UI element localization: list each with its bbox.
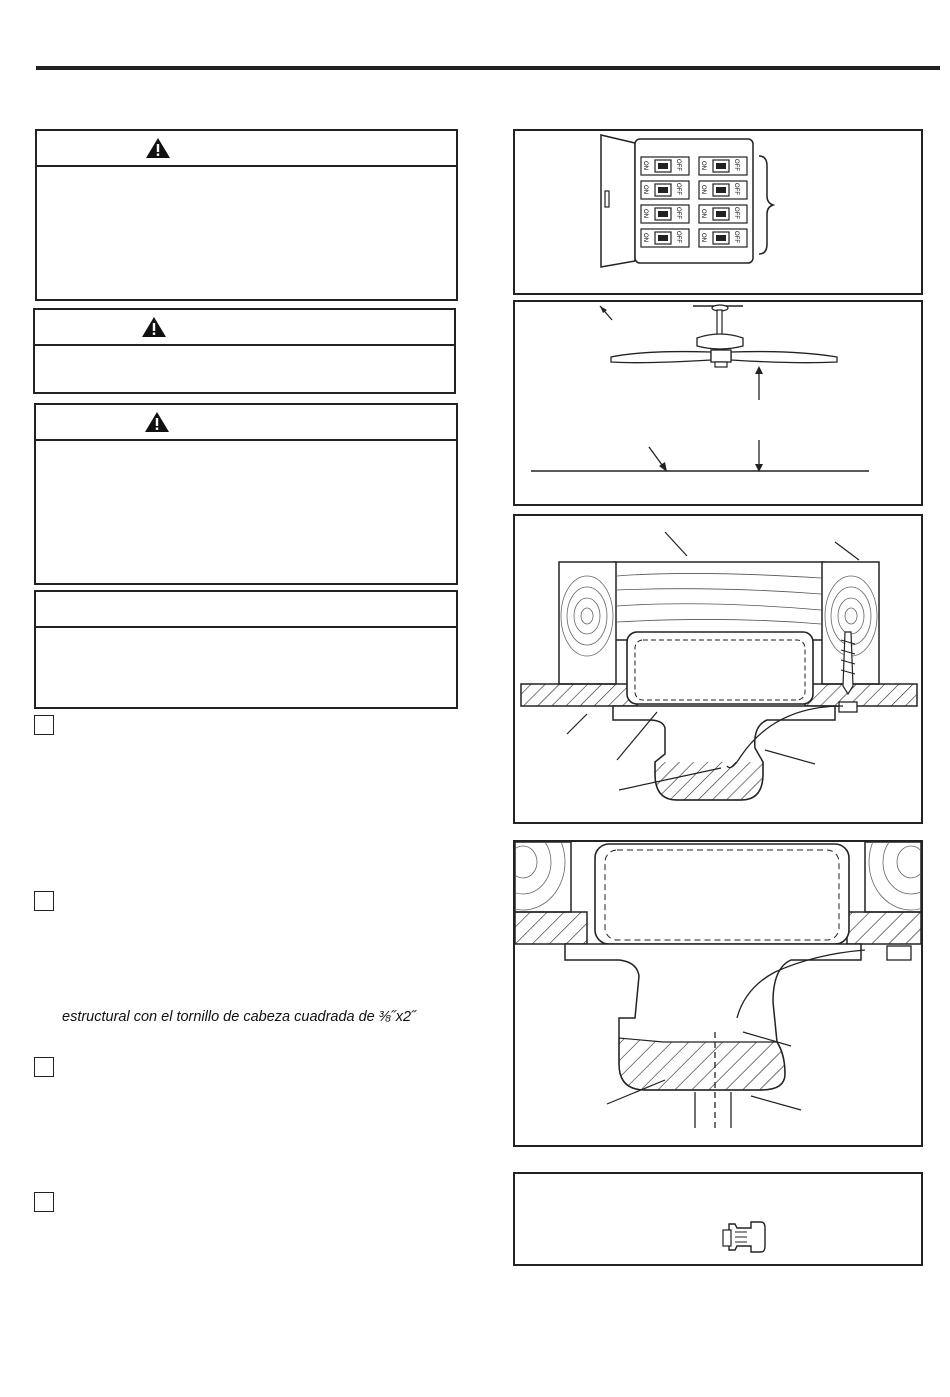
note-box-header: [36, 592, 456, 628]
breaker-off-label: OFF: [675, 207, 681, 219]
breaker-panel-drawing: [515, 131, 921, 293]
warning-triangle-icon: [144, 411, 170, 433]
breaker-switch: [641, 157, 689, 175]
step-checkbox-icon[interactable]: [34, 715, 54, 735]
breaker-switch: [699, 229, 747, 247]
warning-box-1-header: [37, 131, 456, 167]
warning-box-2-header: [35, 310, 454, 346]
breaker-off-label: OFF: [733, 207, 739, 219]
breaker-switch: [641, 181, 689, 199]
breaker-on-label: ON: [642, 161, 648, 170]
step-checkbox-icon[interactable]: [34, 1192, 54, 1212]
note-box: [34, 590, 458, 709]
breaker-on-label: ON: [642, 185, 648, 194]
breaker-switch: [699, 181, 747, 199]
breaker-on-label: ON: [642, 209, 648, 218]
fan-clearance-figure: [513, 300, 923, 506]
hardware-part-drawing: [515, 1174, 921, 1264]
breaker-off-label: OFF: [733, 231, 739, 243]
warning-box-1: [35, 129, 458, 301]
warning-triangle-icon: [145, 137, 171, 159]
breaker-on-label: ON: [700, 185, 706, 194]
breaker-on-label: ON: [700, 233, 706, 242]
warning-triangle-icon: [141, 316, 167, 338]
bracket-closeup-figure: [513, 840, 923, 1147]
breaker-off-label: OFF: [675, 159, 681, 171]
fan-clearance-drawing: [515, 302, 921, 504]
outlet-box-mounting-drawing: [515, 516, 921, 822]
warning-box-3-header: [36, 405, 456, 441]
breaker-off-label: OFF: [675, 183, 681, 195]
breaker-switch: [641, 229, 689, 247]
instruction-fragment: estructural con el tornillo de cabeza cuadrada de ⅜˝x2˝: [62, 1009, 416, 1025]
breaker-switch: [699, 157, 747, 175]
warning-box-2: [33, 308, 456, 394]
bracket-closeup-drawing: [515, 842, 921, 1145]
breaker-on-label: ON: [700, 161, 706, 170]
outlet-box-mounting-figure: [513, 514, 923, 824]
breaker-off-label: OFF: [733, 159, 739, 171]
warning-box-3: [34, 403, 458, 585]
breaker-switch: [699, 205, 747, 223]
breaker-off-label: OFF: [733, 183, 739, 195]
breaker-switch: [641, 205, 689, 223]
breaker-panel-figure: [513, 129, 923, 295]
breaker-off-label: OFF: [675, 231, 681, 243]
hardware-part-figure: [513, 1172, 923, 1266]
step-checkbox-icon[interactable]: [34, 891, 54, 911]
step-checkbox-icon[interactable]: [34, 1057, 54, 1077]
breaker-on-label: ON: [642, 233, 648, 242]
header-rule: [36, 66, 940, 70]
breaker-on-label: ON: [700, 209, 706, 218]
